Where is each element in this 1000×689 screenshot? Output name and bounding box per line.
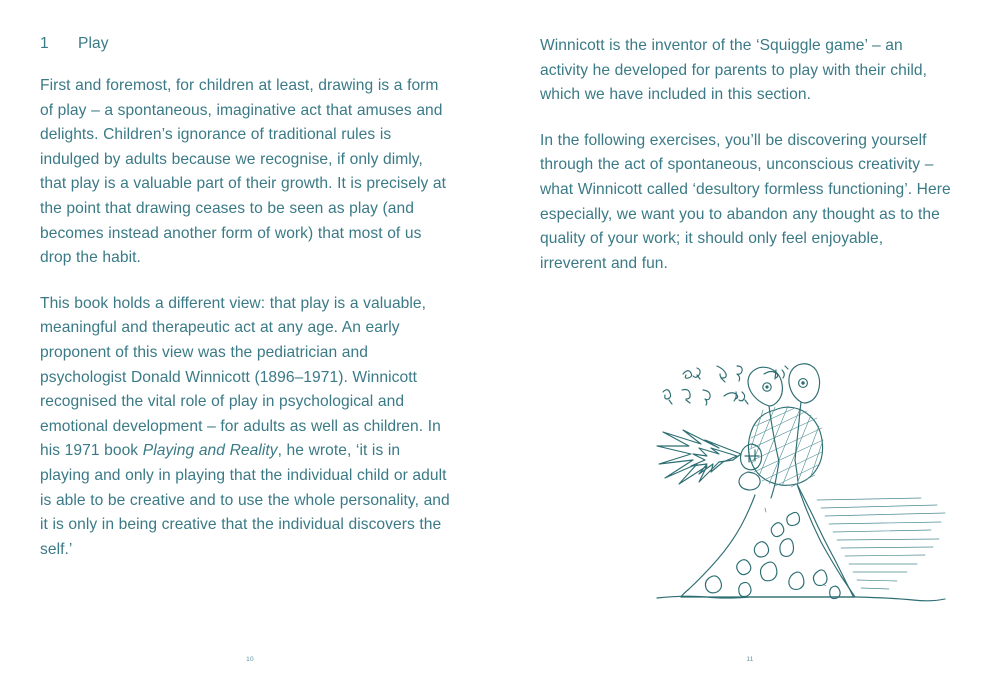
left-page-text-column <box>40 34 452 562</box>
paragraph: Winnicott is the inventor of the ‘Squiggle game’ – an activity he developed for parents to play with their child, which we have included in this section. <box>540 37 928 104</box>
right-page <box>500 0 1000 689</box>
paragraph-text-after-title: , he wrote, ‘it is in playing and only in playing that the individual child or adult is able to be creative and to use the whole personality, and it is only in being creative that the individual discovers the self.’ <box>40 442 450 558</box>
paragraph: In the following exercises, you’ll be discovering yourself through the act of spontaneous, unconscious creativity – what Winnicott called ‘desultory formless functioning’. Here especially, we want you to abandon any thought as to the quality of your work; it should only feel enjoyable, irreverent and fun. <box>540 131 951 272</box>
chapter-heading <box>40 34 452 54</box>
chapter-number: 1 <box>40 35 49 52</box>
page-number: 11 <box>746 656 754 663</box>
paragraph: First and foremost, for children at least, drawing is a form of play – a spontaneous, imaginative act that amuses and delights. Children’s ignorance of traditional rules is indulged by adults because we recognise, if only dimly, that play is a valuable part of their growth. It is precisely at the point that drawing ceases to be seen as play (and becomes instead another form of work) that most of us drop the habit. <box>40 77 447 267</box>
page-number: 10 <box>246 656 254 663</box>
chapter-title: Play <box>78 35 109 52</box>
book-title-italic: Playing and Reality <box>142 442 278 460</box>
paragraph <box>40 292 452 563</box>
creature-on-rocky-mound-doodle-illustration <box>645 348 955 613</box>
right-page-text-column <box>540 34 952 276</box>
paragraph-text-before-title: This book holds a different view: that play is a valuable, meaningful and therapeutic act at any age. An early proponent of this view was the pediatrician and psychologist Donald Winnicott (1896–1971). Winnicott recognised the vital role of play in psychological and emotional development – for adults as well as children. In his 1971 book <box>40 294 441 460</box>
